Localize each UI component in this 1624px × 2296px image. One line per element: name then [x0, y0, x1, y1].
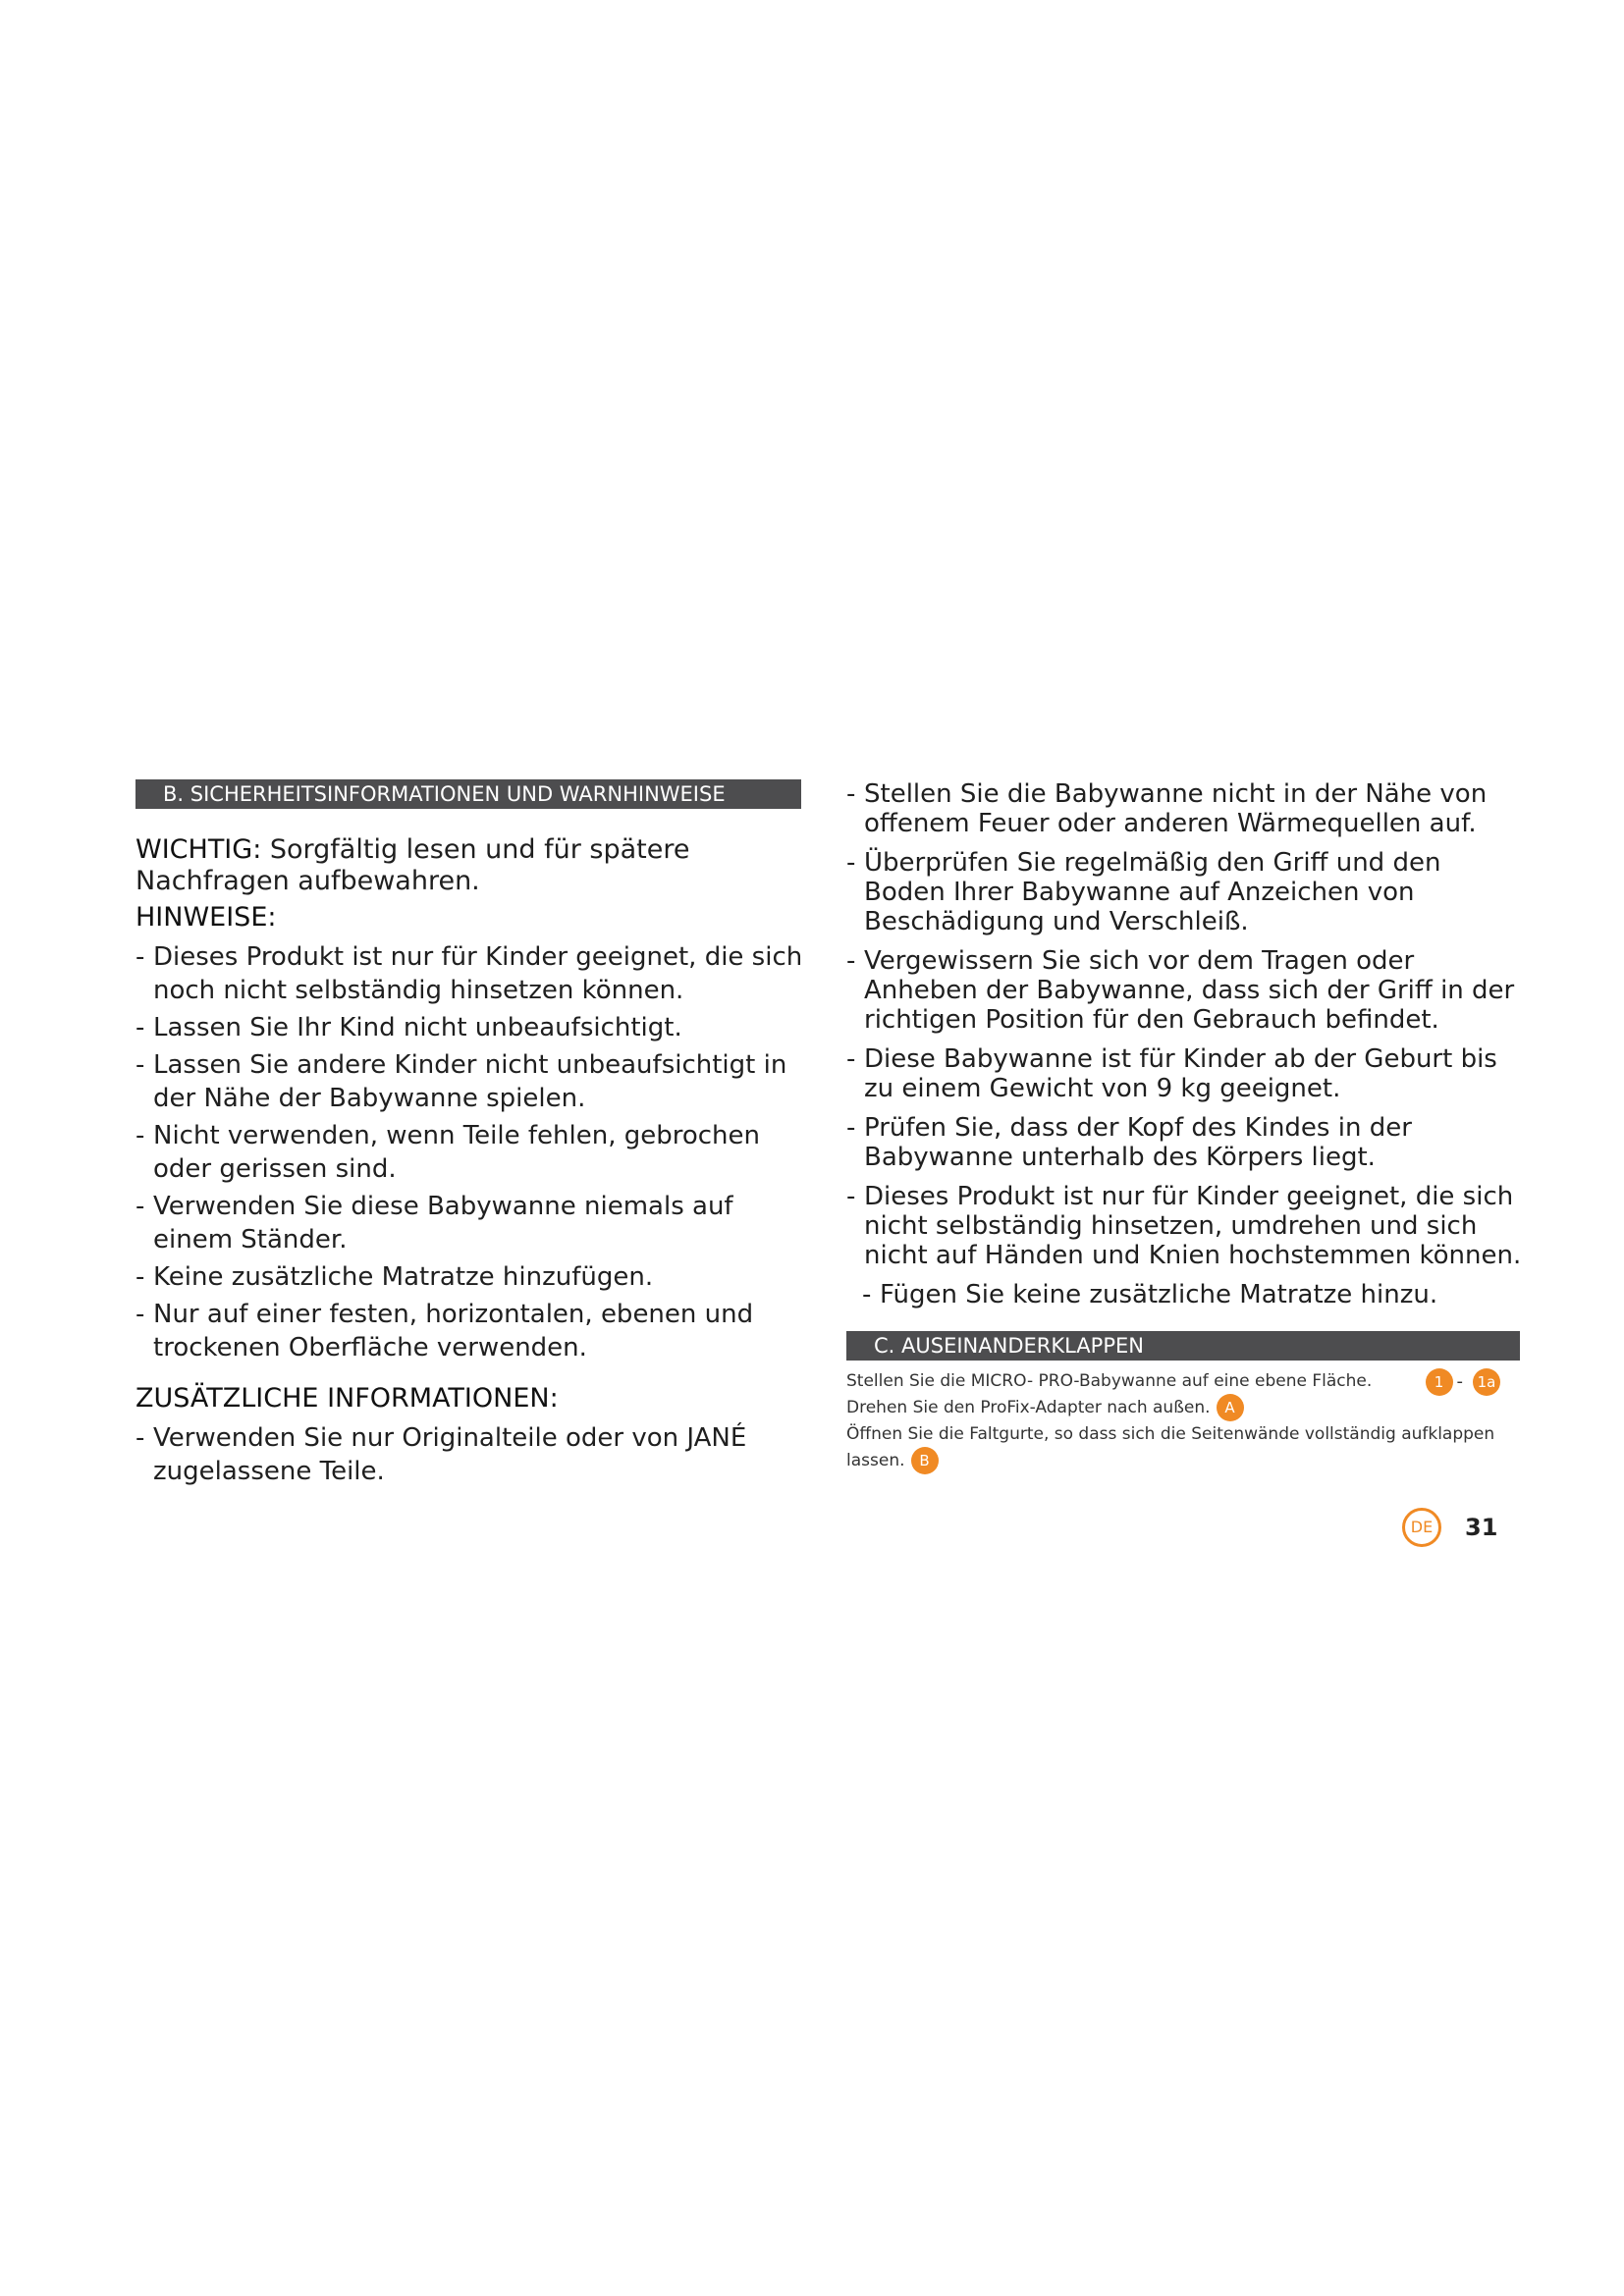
list-item: - Diese Babywanne ist für Kinder ab der Geburt bis zu einem Gewicht von 9 kg geeignet. — [846, 1044, 1497, 1103]
list-item: - Verwenden Sie diese Babywanne niemals auf einem Ständer. — [135, 1192, 733, 1255]
list-item: - Nur auf einer festen, horizontalen, ebenen und trockenen Oberfläche verwenden. — [135, 1300, 754, 1362]
list-item: - Lassen Sie andere Kinder nicht unbeaufsichtigt in der Nähe der Babywanne spielen. — [135, 1050, 787, 1113]
step-1: Stellen Sie die MICRO- PRO-Babywanne auf eine ebene Fläche. 1 - 1a — [846, 1368, 1522, 1394]
list-item: - Prüfen Sie, dass der Kopf des Kindes in der Babywanne unterhalb des Körpers liegt. — [846, 1113, 1412, 1172]
left-column — [135, 779, 813, 1492]
list-item: - Stellen Sie die Babywanne nicht in der Nähe von offenem Feuer oder anderen Wärmequellen auf. — [846, 779, 1488, 838]
section-b-header: B. SICHERHEITSINFORMATIONEN UND WARNHINWEISE — [135, 779, 801, 809]
list-item: - Dieses Produkt ist nur für Kinder geeignet, die sich nicht selbständig hinsetzen, umdrehen und sich nicht auf Händen und Knien hochstemmen können. — [846, 1182, 1522, 1270]
figure-badge-1a: 1a — [1473, 1368, 1500, 1396]
list-item: - Fügen Sie keine zusätzliche Matratze hinzu. — [862, 1280, 1438, 1309]
notes-list — [135, 940, 813, 1364]
step-2: Drehen Sie den ProFix-Adapter nach außen. A — [846, 1394, 1522, 1421]
list-item: - Überprüfen Sie regelmäßig den Griff und den Boden Ihrer Babywanne auf Anzeichen von Beschädigung und Verschleiß. — [846, 848, 1441, 936]
list-item: - Keine zusätzliche Matratze hinzufügen. — [135, 1262, 654, 1292]
right-column — [846, 779, 1522, 1474]
additional-info-heading: ZUSÄTZLICHE INFORMATIONEN: — [135, 1383, 559, 1414]
warnings-list — [846, 779, 1522, 1309]
figure-badge-a: A — [1217, 1394, 1244, 1421]
page-number: 31 — [1465, 1514, 1498, 1541]
page-footer — [1402, 1508, 1497, 1547]
language-badge: DE — [1402, 1508, 1441, 1547]
unfolding-steps — [846, 1368, 1522, 1474]
list-item: - Nicht verwenden, wenn Teile fehlen, gebrochen oder gerissen sind. — [135, 1121, 761, 1184]
important-label: WICHTIG: — [135, 834, 262, 865]
figure-badge-b: B — [911, 1447, 939, 1474]
list-item: - Vergewissern Sie sich vor dem Tragen oder Anheben der Babywanne, dass sich der Griff in der richtigen Position für den Gebrauch befindet. — [846, 946, 1515, 1035]
step-3: Öffnen Sie die Faltgurte, so dass sich die Seitenwände vollständig aufklappen lassen. B — [846, 1421, 1522, 1474]
notes-heading: HINWEISE: — [135, 902, 277, 933]
additional-info-list — [135, 1421, 813, 1488]
step-1-badges — [1420, 1368, 1501, 1396]
list-item: - Lassen Sie Ihr Kind nicht unbeaufsichtigt. — [135, 1013, 682, 1042]
list-item: - Dieses Produkt ist nur für Kinder geeignet, die sich noch nicht selbständig hinsetzen können. — [135, 942, 803, 1005]
important-text: Sorgfältig lesen und für spätere Nachfragen aufbewahren. — [135, 834, 690, 896]
badge-separator: - — [1456, 1371, 1463, 1392]
list-item: - Verwenden Sie nur Originalteile oder von JANÉ zugelassene Teile. — [135, 1423, 747, 1486]
important-note — [135, 834, 813, 897]
section-c-header: C. AUSEINANDERKLAPPEN — [846, 1331, 1520, 1361]
figure-badge-1: 1 — [1426, 1368, 1453, 1396]
